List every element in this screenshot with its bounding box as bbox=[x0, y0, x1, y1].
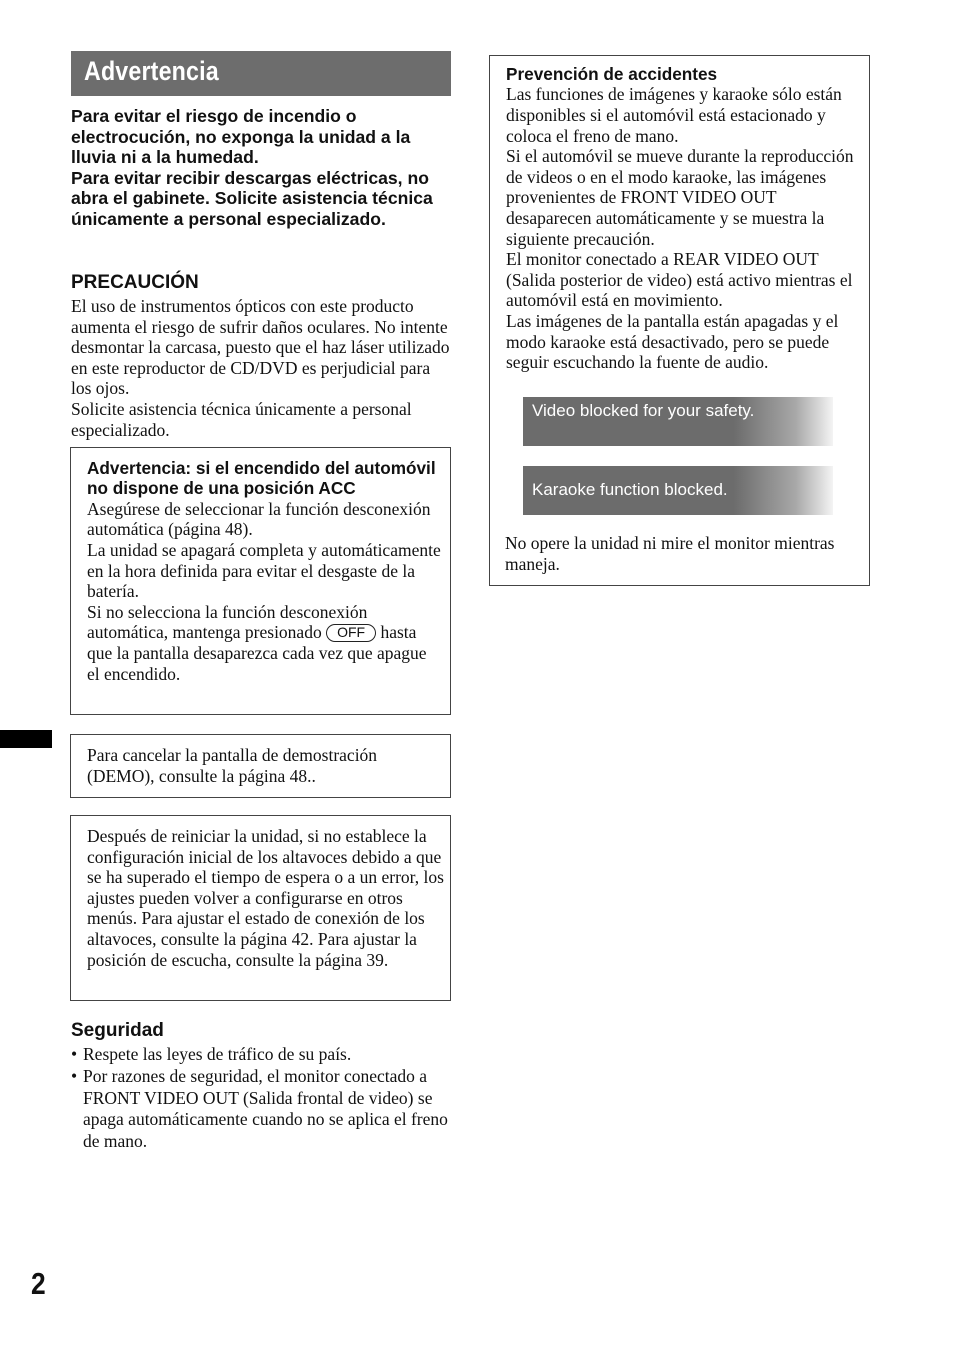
video-blocked-screen-message bbox=[523, 397, 833, 446]
prevention-paragraph-4: Las imágenes de la pantalla están apagadas y el modo karaoke está desactivado, pero se puede seguir escuchando la fuente de audio. bbox=[506, 310, 839, 373]
reset-note-text: Después de reiniciar la unidad, si no establece la configuración inicial de los altavoces debido a que se ha superado el tiempo de espera o a un error, los ajustes pueden volver a configurarse en otros menús. Para ajustar el estado de conexión de los altavoces, consulte la página 42. Para ajustar la posición de escucha, consulte la página 39. bbox=[87, 826, 444, 970]
acc-paragraph-3 bbox=[87, 602, 443, 684]
reset-note-box bbox=[70, 815, 451, 1001]
acc-warning-box bbox=[70, 447, 451, 715]
precaucion-paragraph-2: Solicite asistencia técnica únicamente a personal especializado. bbox=[71, 398, 412, 440]
warning-line-1: Para evitar el riesgo de incendio o electrocución, no exponga la unidad a la lluvia ni a la humedad. bbox=[71, 106, 411, 167]
precaucion-heading: PRECAUCIÓN bbox=[71, 272, 199, 293]
acc-paragraph-2: La unidad se apagará completa y automáticamente en la hora definida para evitar el desgaste de la batería. bbox=[87, 540, 441, 602]
video-blocked-text: Video blocked for your safety. bbox=[532, 401, 755, 420]
acc-p3-after: hasta que la pantalla desaparezca cada vez que apague el encendido. bbox=[87, 622, 427, 684]
seguridad-heading: Seguridad bbox=[71, 1020, 164, 1041]
acc-paragraph-1: Asegúrese de seleccionar la función desconexión automática (página 48). bbox=[87, 498, 431, 540]
seguridad-list bbox=[71, 1044, 456, 1153]
prevention-paragraph-3: El monitor conectado a REAR VIDEO OUT (Salida posterior de video) está activo mientras el automóvil está en movimiento. bbox=[506, 249, 853, 311]
list-item: • Respete las leyes de tráfico de su país. bbox=[71, 1044, 456, 1065]
prevention-paragraph-1: Las funciones de imágenes y karaoke sólo están disponibles si el automóvil está estacionado y coloca el freno de mano. bbox=[506, 84, 842, 146]
list-item: • Por razones de seguridad, el monitor conectado a FRONT VIDEO OUT (Salida frontal de video) se apaga automáticamente cuando no se aplica el freno de mano. bbox=[71, 1066, 456, 1152]
off-key-icon: OFF bbox=[326, 624, 376, 642]
precaucion-body bbox=[71, 296, 451, 440]
acc-p3-before: Si no selecciona la función desconexión automática, mantenga presionado bbox=[87, 601, 368, 643]
acc-warning-title: Advertencia: si el encendido del automóvil no dispone de una posición ACC bbox=[87, 458, 436, 499]
warning-line-2: Para evitar recibir descargas eléctricas, no abra el gabinete. Solicite asistencia técnica únicamente a personal especializado. bbox=[71, 167, 433, 229]
demo-note-text: Para cancelar la pantalla de demostración (DEMO), consulte la página 48.. bbox=[87, 745, 378, 786]
section-title: Advertencia bbox=[84, 56, 219, 86]
demo-note-box bbox=[70, 734, 451, 798]
side-tab-marker bbox=[0, 730, 52, 748]
precaucion-paragraph-1: El uso de instrumentos ópticos con este producto aumenta el riesgo de sufrir daños oculares. No intente desmontar la carcasa, puesto que el haz láser utilizado en este reproductor de CD/DVD es perjudicial para los ojos. bbox=[71, 296, 450, 399]
fire-shock-warning bbox=[71, 106, 456, 229]
section-title-bar bbox=[71, 51, 451, 96]
karaoke-blocked-screen-message bbox=[523, 466, 833, 515]
page-number: 2 bbox=[31, 1266, 46, 1301]
prevention-paragraph-2: Si el automóvil se mueve durante la reproducción de videos o en el modo karaoke, las imágenes provenientes de FRONT VIDEO OUT desaparecen automáticamente y se muestra la siguiente precaución. bbox=[506, 146, 854, 249]
karaoke-blocked-text: Karaoke function blocked. bbox=[532, 480, 728, 499]
driving-warning-text: No opere la unidad ni mire el monitor mientras maneja. bbox=[505, 533, 835, 574]
accident-prevention-title: Prevención de accidentes bbox=[506, 64, 718, 84]
